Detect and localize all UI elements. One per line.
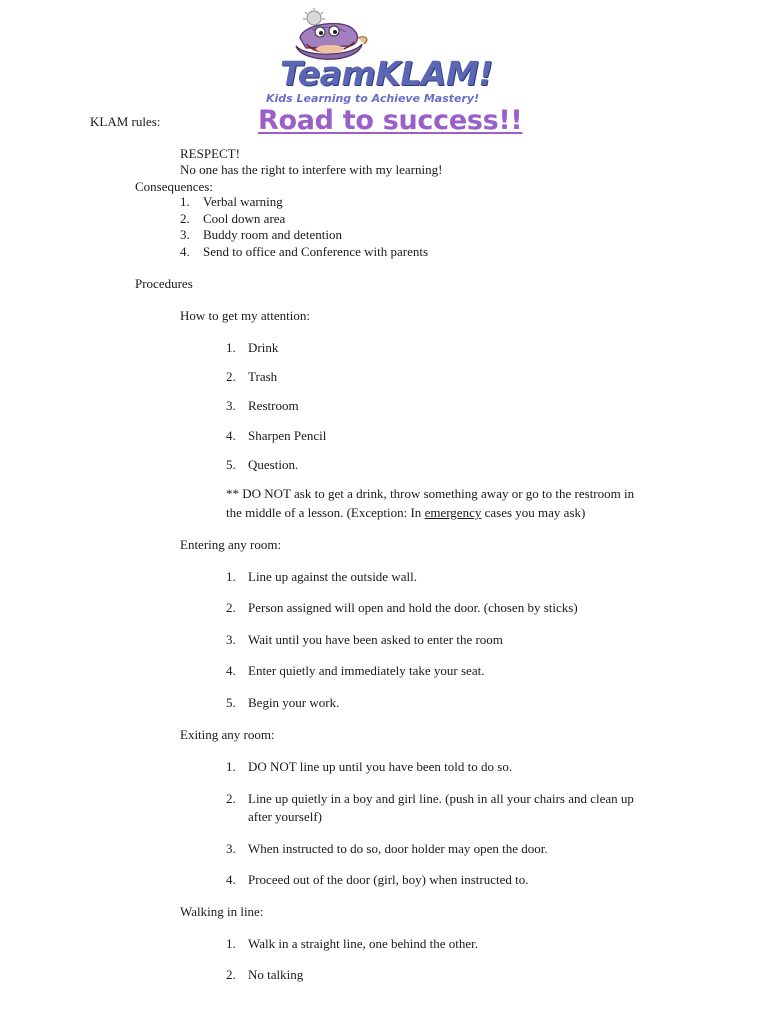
list-number: 4. <box>226 872 236 887</box>
list-item: When instructed to do so, door holder may open the door. <box>248 841 548 856</box>
klam-rules-label: KLAM rules: <box>90 114 161 129</box>
list-number: 4. <box>226 428 236 443</box>
list-item: Person assigned will open and hold the door. (chosen by sticks) <box>248 600 578 615</box>
exiting-label: Exiting any room: <box>180 727 275 742</box>
list-number: 2. <box>226 600 236 615</box>
entering-label: Entering any room: <box>180 537 282 552</box>
list-item: DO NOT line up until you have been told to do so. <box>248 759 513 774</box>
list-item: Trash <box>248 369 278 384</box>
list-number: 1. <box>226 340 236 355</box>
respect-statement: No one has the right to interfere with my learning! <box>180 162 443 177</box>
list-item: Drink <box>248 340 279 355</box>
note-text: cases you may ask) <box>481 505 586 520</box>
emergency-emphasis: emergency <box>424 505 482 520</box>
logo-wordmark: TeamKLAM! <box>280 54 493 93</box>
list-item: Line up quietly in a boy and girl line. (push in all your chairs and clean up <box>248 791 634 806</box>
list-item-continuation: after yourself) <box>248 809 322 824</box>
list-item: Buddy room and detention <box>203 227 343 242</box>
list-item: Begin your work. <box>248 695 340 710</box>
respect-heading: RESPECT! <box>180 146 240 161</box>
list-number: 3. <box>226 632 236 647</box>
walking-label: Walking in line: <box>180 904 264 919</box>
list-number: 1. <box>226 936 236 951</box>
list-item: Verbal warning <box>203 194 283 209</box>
list-item: Send to office and Conference with parents <box>203 244 429 259</box>
list-item: Sharpen Pencil <box>248 428 327 443</box>
logo-tagline: Kids Learning to Achieve Mastery! <box>266 92 480 105</box>
list-number: 1. <box>226 759 236 774</box>
attention-label: How to get my attention: <box>180 308 310 323</box>
list-item: Enter quietly and immediately take your seat. <box>248 663 485 678</box>
list-number: 3. <box>226 841 236 856</box>
list-item: Walk in a straight line, one behind the other. <box>248 936 479 951</box>
page-title: Road to success!! <box>258 105 523 136</box>
list-number: 3. <box>226 398 236 413</box>
list-number: 5. <box>226 457 236 472</box>
teamklam-logo <box>262 8 508 106</box>
list-number: 4. <box>180 244 190 259</box>
list-item: Restroom <box>248 398 299 413</box>
list-item: Wait until you have been asked to enter the room <box>248 632 503 647</box>
list-number: 2. <box>226 791 236 806</box>
note-text: the middle of a lesson. (Exception: In <box>226 505 425 520</box>
list-number: 2. <box>180 211 190 226</box>
list-item: No talking <box>248 967 304 982</box>
list-item: Cool down area <box>203 211 286 226</box>
list-number: 1. <box>180 194 190 209</box>
list-number: 1. <box>226 569 236 584</box>
list-number: 3. <box>180 227 190 242</box>
list-item: Line up against the outside wall. <box>248 569 417 584</box>
list-item: Proceed out of the door (girl, boy) when instructed to. <box>248 872 529 887</box>
list-number: 2. <box>226 369 236 384</box>
procedures-label: Procedures <box>135 276 193 291</box>
list-number: 5. <box>226 695 236 710</box>
list-item: Question. <box>248 457 299 472</box>
attention-note-line-1: ** DO NOT ask to get a drink, throw something away or go to the restroom in <box>226 486 635 501</box>
list-number: 2. <box>226 967 236 982</box>
consequences-label: Consequences: <box>135 179 213 194</box>
attention-note-line-2 <box>226 505 585 521</box>
list-number: 4. <box>226 663 236 678</box>
